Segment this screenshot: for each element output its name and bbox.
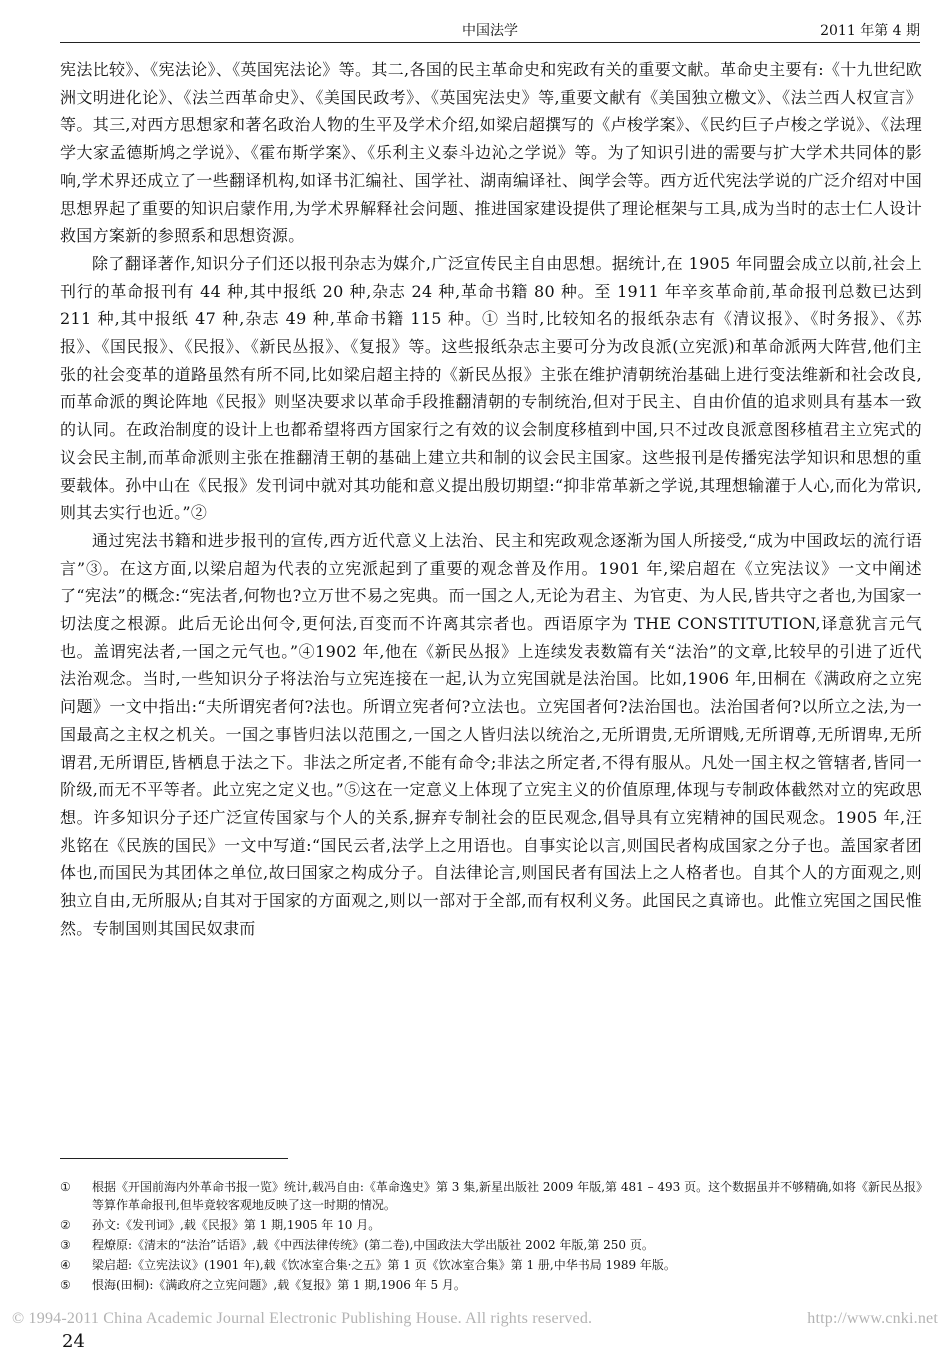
page-number: 24 xyxy=(62,1331,85,1352)
footnote-number: ⑤ xyxy=(60,1278,71,1292)
footnote xyxy=(60,1276,922,1294)
running-header xyxy=(60,14,920,42)
footnote-number: ③ xyxy=(60,1238,71,1252)
paragraph: 除了翻译著作,知识分子们还以报刊杂志为媒介,广泛宣传民主自由思想。据统计,在 1905 年同盟会成立以前,社会上刊行的革命报刊有 44 种,其中报纸 20 种,杂志 24 种,革命书籍 80 种。至 1911 年辛亥革命前,革命报刊总数已达到 211 种,其中报纸 47 种,杂志 49 种,革命书籍 115 种。① 当时,比较知名的报纸杂志有《清议报》、《时务报》、《苏报》、《国民报》、《民报》、《新民丛报》、《复报》等。这些报纸杂志主要可分为改良派(立宪派)和革命派两大阵营,他们主张的社会变革的道路虽然有所不同,比如梁启超主持的《新民丛报》主张在维护清朝统治基础上进行变法维新和社会改良,而革命派的舆论阵地《民报》则坚决要求以革命手段推翻清朝的专制统治,但对于民主、自由价值的追求则具有基本一致的认同。在政治制度的设计上也都希望将西方国家行之有效的议会制度移植到中国,只不过改良派意图移植君主立宪式的议会民主制,而革命派则主张在推翻清王朝的基础上建立共和制的议会民主国家。这些报刊是传播宪法学知识和思想的重要载体。孙中山在《民报》发刊词中就对其功能和意义提出殷切期望:“抑非常革新之学说,其理想输灌于人心,而化为常识,则其去实行也近。”② xyxy=(60,253,922,523)
footnote-text: 孙文:《发刊词》,载《民报》第 1 期,1905 年 10 月。 xyxy=(92,1218,381,1232)
footnote xyxy=(60,1236,922,1254)
site-url: http://www.cnki.net xyxy=(807,1310,938,1327)
footnotes xyxy=(60,1178,922,1296)
footnote xyxy=(60,1178,922,1214)
header-rule xyxy=(60,42,920,43)
journal-name: 中国法学 xyxy=(462,23,518,39)
footnote-text: 根据《开国前海内外革命书报一览》统计,载冯自由:《革命逸史》第 3 集,新星出版社 2009 年版,第 481 – 493 页。这个数据虽并不够精确,如将《新民丛报》等算作革命报刊,但毕竟较客观地反映了这一时期的情况。 xyxy=(92,1180,922,1212)
body-text xyxy=(60,56,922,943)
footnote-number: ④ xyxy=(60,1258,71,1272)
issue-label: 2011 年第 4 期 xyxy=(820,23,920,39)
paragraph: 宪法比较》、《宪法论》、《英国宪法论》等。其二,各国的民主革命史和宪政有关的重要文献。革命史主要有:《十九世纪欧洲文明进化论》、《法兰西革命史》、《美国民政考》、《英国宪法史》等,重要文献有《美国独立檄文》、《法兰西人权宣言》等。其三,对西方思想家和著名政治人物的生平及学术介绍,如梁启超撰写的《卢梭学案》、《民约巨子卢梭之学说》、《法理学大家孟德斯鸠之学说》、《霍布斯学案》、《乐利主义泰斗边沁之学说》等。为了知识引进的需要与扩大学术共同体的影响,学术界还成立了一些翻译机构,如译书汇编社、国学社、湖南编译社、闽学会等。西方近代宪法学说的广泛介绍对中国思想界起了重要的知识启蒙作用,为学术界解释社会问题、推进国家建设提供了理论框架与工具,成为当时的志士仁人设计救国方案新的参照系和思想资源。 xyxy=(60,60,922,246)
footnote-number: ② xyxy=(60,1218,71,1232)
copyright-text: © 1994-2011 China Academic Journal Electronic Publishing House. All rights reserved. xyxy=(12,1310,593,1327)
footnote xyxy=(60,1216,922,1234)
paragraph: 通过宪法书籍和进步报刊的宣传,西方近代意义上法治、民主和宪政观念逐渐为国人所接受,“成为中国政坛的流行语言”③。在这方面,以梁启超为代表的立宪派起到了重要的观念普及作用。1901 年,梁启超在《立宪法议》一文中阐述了“宪法”的概念:“宪法者,何物也?立万世不易之宪典。而一国之人,无论为君主、为官吏、为人民,皆共守之者也,为国家一切法度之根源。此后无论出何令,更何法,百变而不许离其宗者也。西语原字为 THE CONSTITUTION,译意犹言元气也。盖谓宪法者,一国之元气也。”④1902 年,他在《新民丛报》上连续发表数篇有关“法治”的文章,比较早的引进了近代法治观念。当时,一些知识分子将法治与立宪连接在一起,认为立宪国就是法治国。比如,1906 年,田桐在《满政府之立宪问题》一文中指出:“夫所谓宪者何?法也。所谓立宪者何?立法也。立宪国者何?法治国也。法治国者何?以所立之法,为一国最高之主权之机关。一国之事皆归法以范围之,一国之人皆归法以统治之,无所谓贵,无所谓贱,无所谓尊,无所谓卑,无所谓君,无所谓臣,皆栖息于法之下。非法之所定者,不能有命令;非法之所定者,不得有服从。凡处一国主权之管辖者,皆同一阶级,而无不平等者。此立宪之定义也。”⑤这在一定意义上体现了立宪主义的价值原理,体现与专制政体截然对立的宪政思想。许多知识分子还广泛宣传国家与个人的关系,摒弃专制社会的臣民观念,倡导具有立宪精神的国民观念。1905 年,汪兆铭在《民族的国民》一文中写道:“国民云者,法学上之用语也。自事实论以言,则国民者构成国家之分子也。盖国家者团体也,而国民为其团体之单位,故曰国家之构成分子。自法律论言,则国民者有国法上之人格者也。自其个人的方面观之,则独立自由,无所服从;自其对于国家的方面观之,则以一部对于全部,而有权利义务。此国民之真谛也。此惟立宪国之国民惟然。专制国则其国民奴隶而 xyxy=(60,530,922,938)
footnote-number: ① xyxy=(60,1180,71,1194)
footnote-text: 梁启超:《立宪法议》(1901 年),载《饮冰室合集·之五》第 1 页《饮冰室合集》第 1 册,中华书局 1989 年版。 xyxy=(92,1258,676,1272)
footnote-rule xyxy=(60,1158,288,1159)
footnote-text: 程燎原:《清末的“法治”话语》,载《中西法律传统》(第二卷),中国政法大学出版社 2002 年版,第 250 页。 xyxy=(92,1238,654,1252)
footnote xyxy=(60,1256,922,1274)
footnote-text: 恨海(田桐):《满政府之立宪问题》,载《复报》第 1 期,1906 年 5 月。 xyxy=(92,1278,466,1292)
